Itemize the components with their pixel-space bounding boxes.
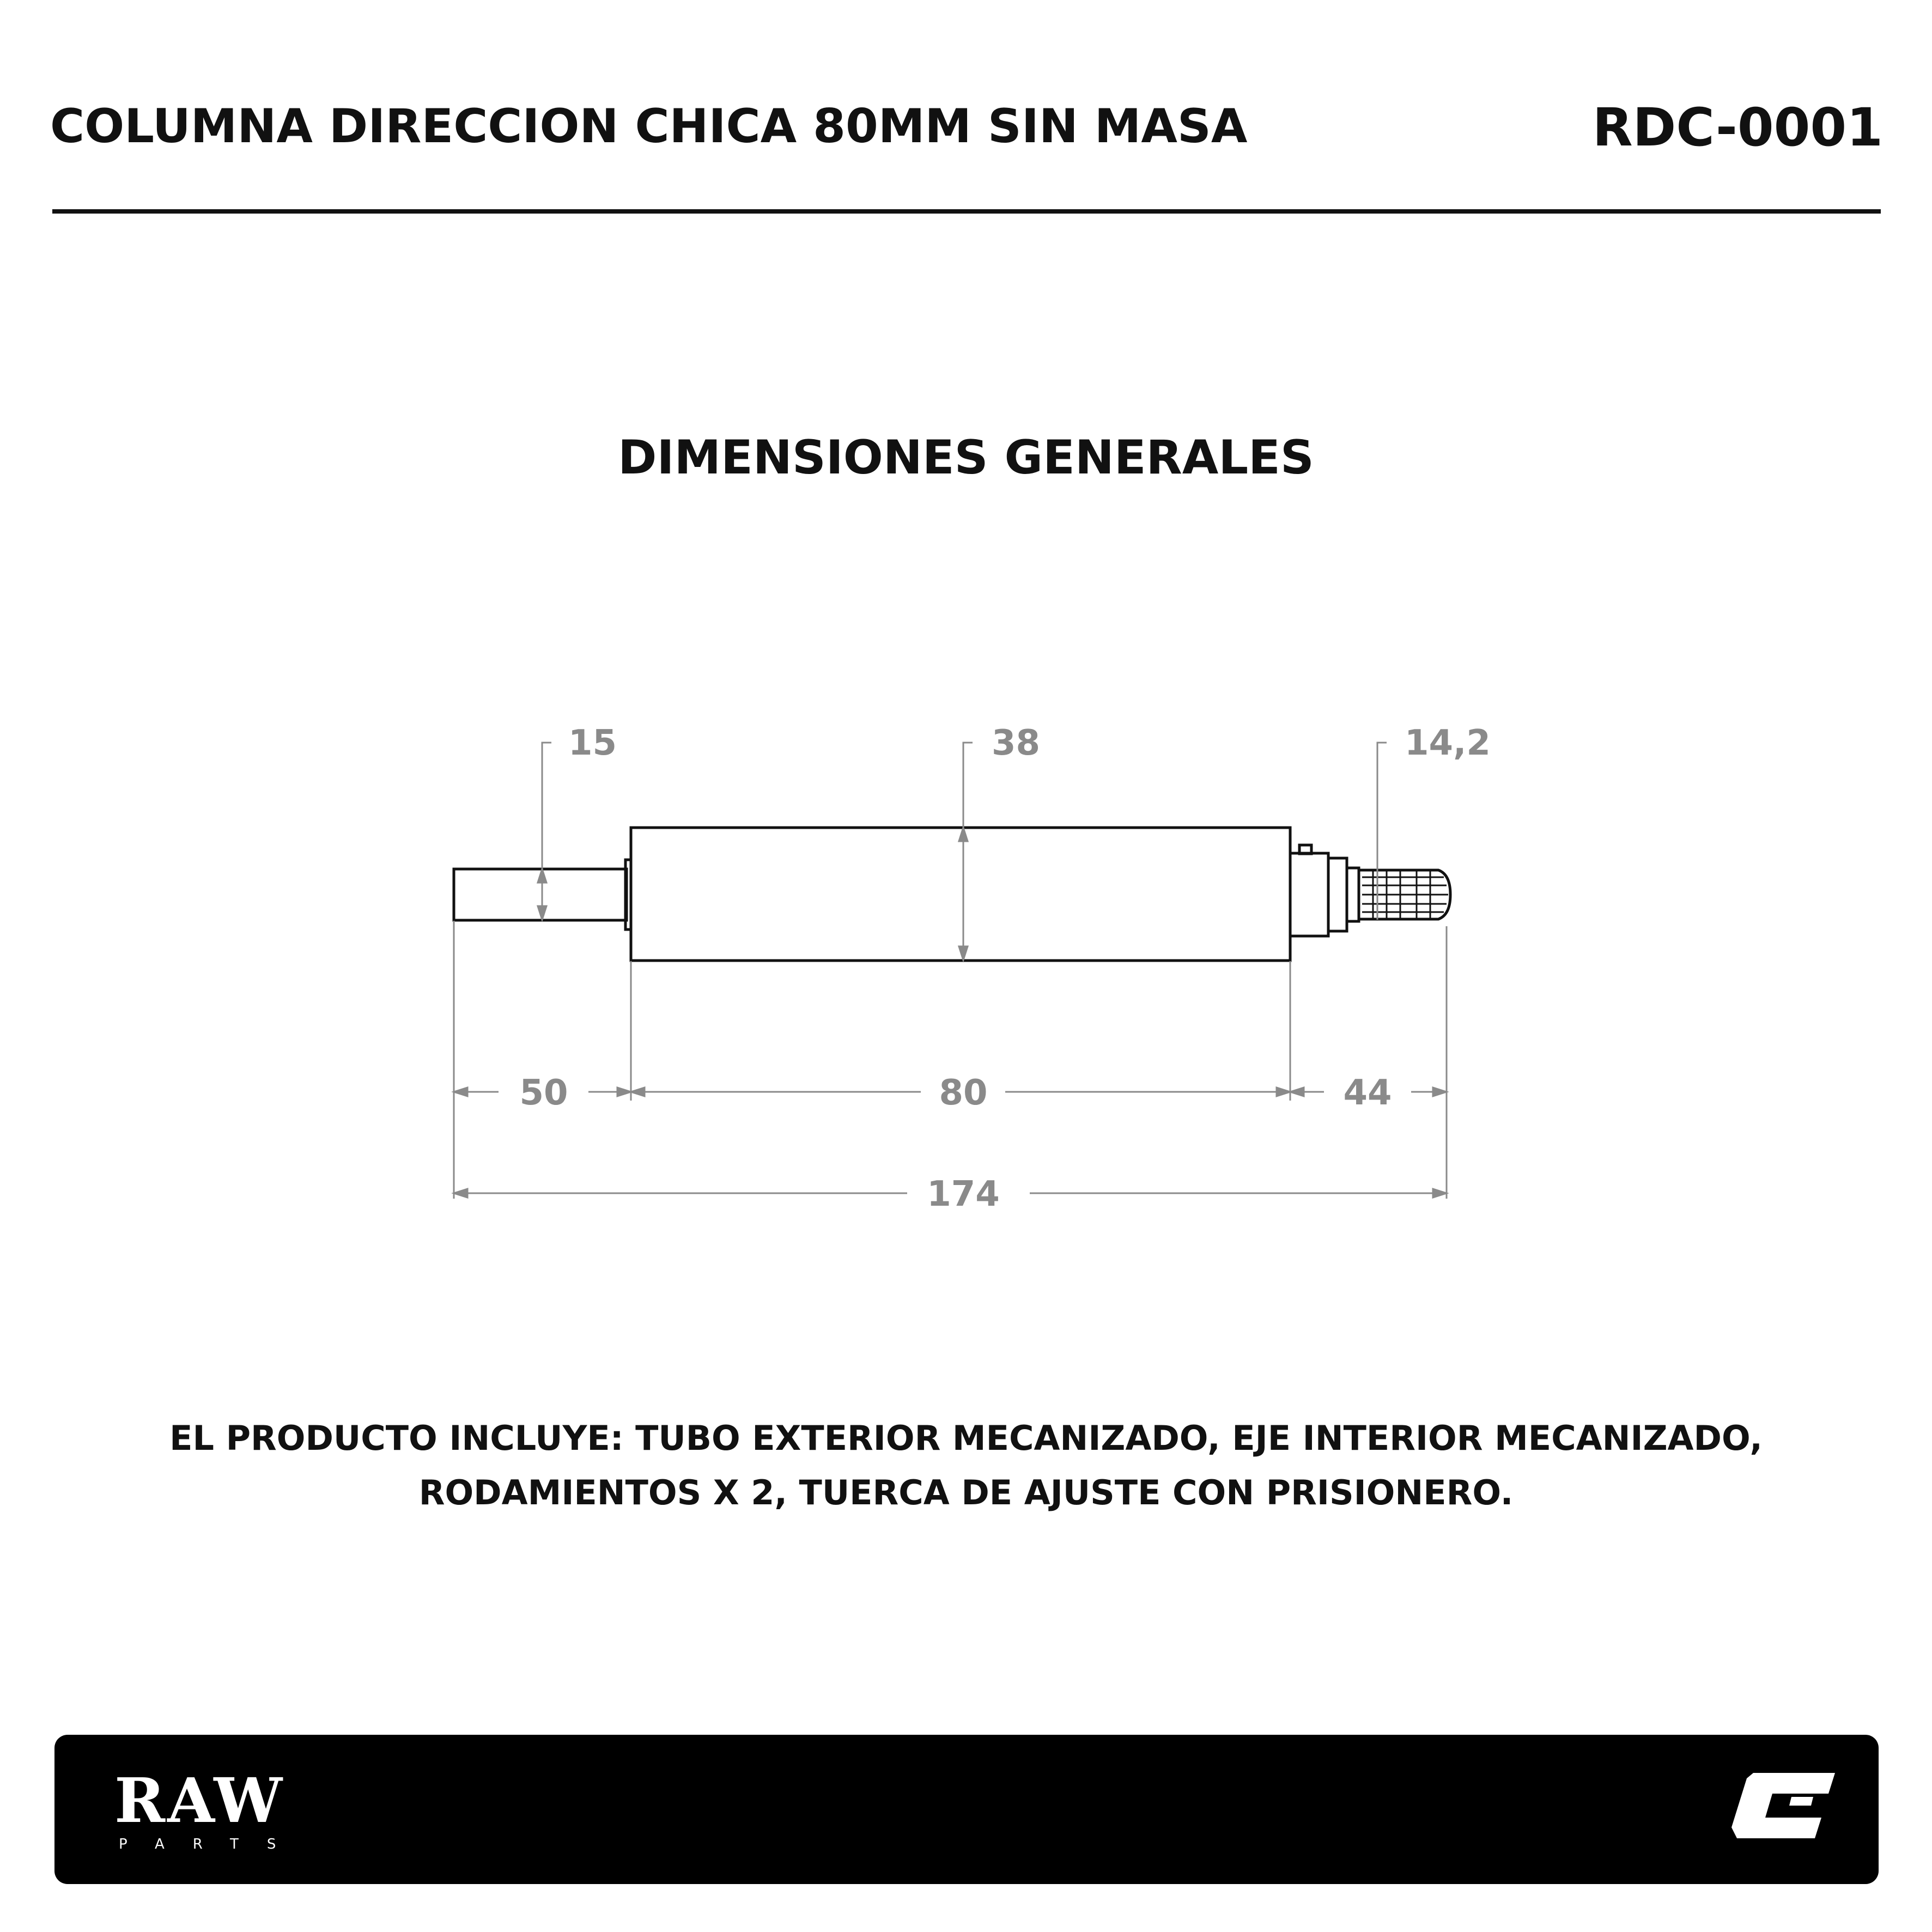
- dim-spline-diameter: 14,2: [1405, 723, 1491, 763]
- dim-shaft-length: 50: [519, 1073, 568, 1113]
- section-title: DIMENSIONES GENERALES: [618, 430, 1314, 485]
- dimension-lines: [454, 743, 1447, 1199]
- brand-logo: RAW: [114, 1765, 285, 1837]
- set-screw: [1299, 845, 1311, 854]
- brand-sub: PARTS: [119, 1836, 305, 1852]
- description-line-2: RODAMIENTOS X 2, TUERCA DE AJUSTE CON PRISIONERO.: [418, 1473, 1514, 1512]
- product-title: COLUMNA DIRECCION CHICA 80MM SIN MASA: [50, 99, 1248, 154]
- brand-mark-icon: [1731, 1773, 1835, 1844]
- description-line-1: EL PRODUCTO INCLUYE: TUBO EXTERIOR MECANIZADO, EJE INTERIOR MECANIZADO,: [169, 1418, 1763, 1458]
- steering-column-part: [454, 828, 1450, 961]
- product-code: RDC-0001: [1592, 97, 1883, 158]
- spline-teeth: [1362, 870, 1448, 919]
- spline-neck: [1347, 868, 1359, 921]
- dim-spline-length: 44: [1343, 1073, 1392, 1113]
- dim-total-length: 174: [927, 1174, 1000, 1214]
- adjust-nut: [1328, 858, 1347, 931]
- dim-tube-diameter: 38: [992, 723, 1041, 763]
- dim-shaft-diameter: 15: [568, 723, 617, 763]
- product-description: [0, 1411, 1932, 1520]
- footer-bar: [54, 1735, 1879, 1884]
- outer-tube: [631, 828, 1290, 961]
- bearing-ring: [1290, 853, 1328, 936]
- dim-tube-length: 80: [939, 1073, 988, 1113]
